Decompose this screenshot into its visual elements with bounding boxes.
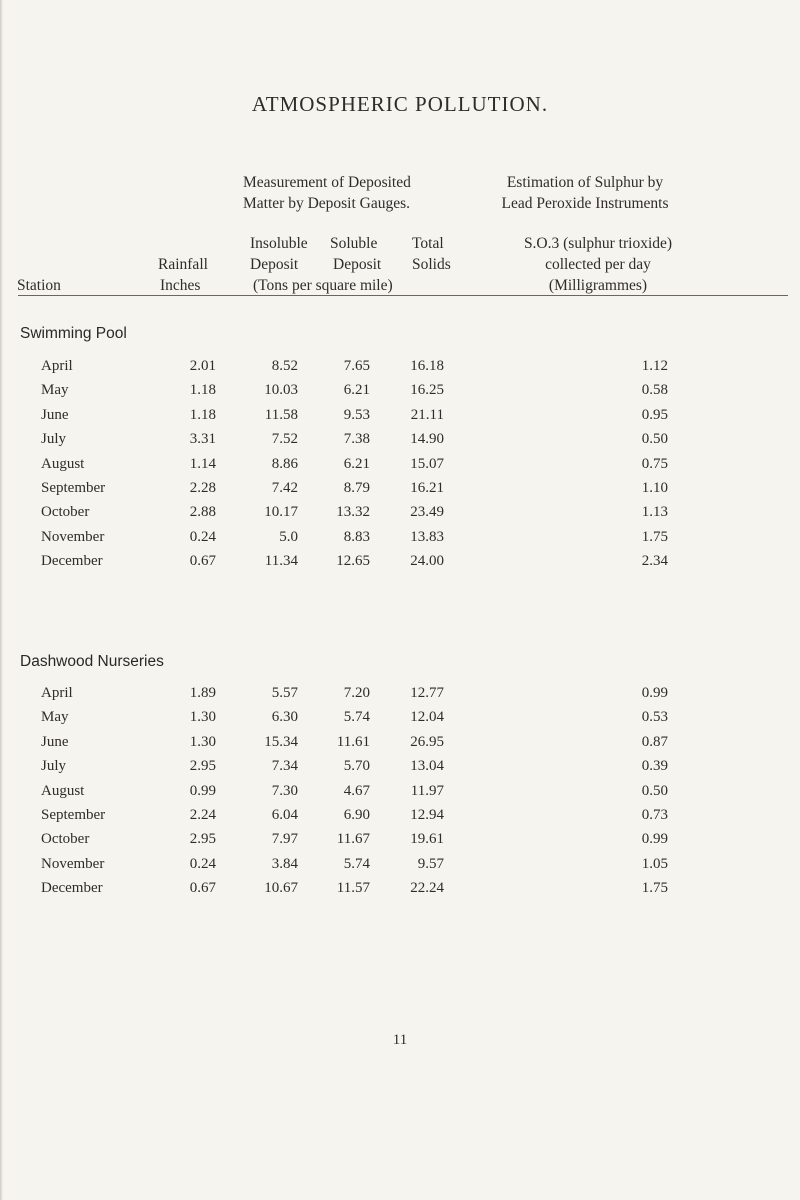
cell-so3: 0.99 — [641, 685, 668, 701]
cell-so3: 1.10 — [641, 480, 668, 496]
cell-rainfall: 1.89 — [189, 685, 216, 701]
insoluble-header-line2: Deposit — [250, 256, 299, 273]
total-header-line1: Total — [412, 235, 444, 252]
cell-rainfall: 0.24 — [189, 855, 216, 872]
cell-rainfall: 0.67 — [189, 553, 216, 570]
deposit-group-header-line1: Measurement of Deposited — [243, 174, 411, 191]
table-row — [0, 358, 800, 384]
table-row — [0, 734, 800, 760]
cell-total: 26.95 — [410, 733, 444, 750]
cell-month: August — [41, 455, 85, 472]
cell-rainfall: 2.88 — [189, 504, 216, 521]
table-row — [0, 783, 800, 809]
cell-so3: 2.34 — [641, 553, 668, 570]
soluble-header-line1: Soluble — [330, 235, 378, 252]
cell-rainfall: 1.18 — [189, 406, 216, 423]
cell-month: May — [41, 382, 69, 399]
table-row — [0, 831, 800, 857]
cell-soluble: 7.38 — [343, 431, 370, 448]
cell-insoluble: 6.30 — [271, 709, 298, 726]
cell-total: 16.18 — [410, 358, 444, 374]
cell-so3: 0.99 — [641, 831, 668, 848]
deposit-group-header-line2: Matter by Deposit Gauges. — [243, 195, 411, 212]
cell-total: 11.97 — [410, 782, 444, 799]
insoluble-header-line1: Insoluble — [250, 235, 308, 252]
cell-insoluble: 11.34 — [264, 553, 298, 570]
cell-total: 16.25 — [410, 382, 444, 399]
cell-so3: 1.12 — [641, 358, 668, 374]
header-rule — [18, 295, 788, 296]
cell-so3: 1.05 — [641, 855, 668, 872]
cell-total: 14.90 — [410, 431, 444, 448]
cell-soluble: 5.70 — [343, 758, 370, 775]
cell-so3: 0.58 — [641, 382, 668, 399]
cell-month: September — [41, 480, 106, 496]
cell-rainfall: 3.31 — [189, 431, 216, 448]
cell-month: November — [41, 855, 105, 872]
cell-total: 24.00 — [410, 553, 444, 570]
cell-month: April — [41, 358, 73, 374]
cell-so3: 0.75 — [641, 455, 668, 472]
cell-insoluble: 7.42 — [271, 480, 298, 496]
cell-rainfall: 2.28 — [189, 480, 216, 496]
cell-insoluble: 7.30 — [271, 782, 298, 799]
page-edge-shadow — [0, 0, 3, 1200]
so3-header-line2: collected per day — [545, 256, 651, 273]
total-header-line2: Solids — [412, 256, 451, 273]
section-title-swimming-pool: Swimming Pool — [20, 325, 127, 342]
table-row — [0, 431, 800, 457]
cell-insoluble: 8.86 — [271, 455, 298, 472]
cell-insoluble: 5.0 — [279, 528, 298, 545]
tons-unit-header: (Tons per square mile) — [253, 277, 393, 294]
cell-insoluble: 10.03 — [264, 382, 298, 399]
table-row — [0, 880, 800, 906]
cell-so3: 0.53 — [641, 709, 668, 726]
cell-soluble: 11.61 — [336, 733, 370, 750]
station-header: Station — [17, 277, 61, 294]
cell-soluble: 4.67 — [343, 782, 370, 799]
section-title-dashwood-nurseries: Dashwood Nurseries — [20, 653, 164, 670]
cell-so3: 0.50 — [641, 431, 668, 448]
cell-soluble: 12.65 — [336, 553, 370, 570]
cell-total: 22.24 — [410, 880, 444, 897]
table-row — [0, 856, 800, 882]
cell-insoluble: 10.17 — [264, 504, 298, 521]
cell-so3: 1.75 — [641, 880, 668, 897]
cell-soluble: 11.67 — [336, 831, 370, 848]
cell-month: October — [41, 504, 90, 521]
cell-total: 23.49 — [410, 504, 444, 521]
cell-rainfall: 2.95 — [189, 831, 216, 848]
table-row — [0, 529, 800, 555]
cell-month: June — [41, 406, 69, 423]
cell-month: December — [41, 880, 103, 897]
cell-month: May — [41, 709, 69, 726]
cell-so3: 0.50 — [641, 782, 668, 799]
cell-so3: 0.87 — [641, 733, 668, 750]
cell-total: 13.83 — [410, 528, 444, 545]
page-number: 11 — [392, 1032, 408, 1048]
cell-soluble: 6.21 — [343, 455, 370, 472]
cell-soluble: 5.74 — [343, 855, 370, 872]
cell-month: June — [41, 733, 69, 750]
table-row — [0, 456, 800, 482]
rainfall-header-line1: Rainfall — [158, 256, 208, 273]
cell-insoluble: 10.67 — [264, 880, 298, 897]
cell-month: August — [41, 782, 85, 799]
cell-rainfall: 0.99 — [189, 782, 216, 799]
cell-insoluble: 7.97 — [271, 831, 298, 848]
cell-insoluble: 6.04 — [271, 807, 298, 823]
soluble-header-line2: Deposit — [333, 256, 382, 273]
cell-rainfall: 1.18 — [189, 382, 216, 399]
table-row — [0, 504, 800, 530]
cell-month: October — [41, 831, 90, 848]
cell-total: 12.77 — [410, 685, 444, 701]
so3-header-line1: S.O.3 (sulphur trioxide) — [523, 235, 673, 252]
cell-month: April — [41, 685, 73, 701]
cell-total: 15.07 — [410, 455, 444, 472]
table-row — [0, 553, 800, 579]
table-row — [0, 407, 800, 433]
cell-total: 12.94 — [410, 807, 444, 823]
cell-so3: 0.95 — [641, 406, 668, 423]
cell-so3: 0.39 — [641, 758, 668, 775]
cell-total: 12.04 — [410, 709, 444, 726]
cell-rainfall: 2.01 — [189, 358, 216, 374]
cell-rainfall: 2.24 — [189, 807, 216, 823]
cell-total: 21.11 — [410, 406, 444, 423]
cell-month: December — [41, 553, 103, 570]
cell-rainfall: 1.30 — [189, 733, 216, 750]
cell-soluble: 6.90 — [343, 807, 370, 823]
cell-month: July — [41, 758, 67, 775]
cell-so3: 1.13 — [641, 504, 668, 521]
cell-insoluble: 11.58 — [264, 406, 298, 423]
cell-soluble: 8.83 — [343, 528, 370, 545]
cell-rainfall: 0.67 — [189, 880, 216, 897]
cell-total: 9.57 — [417, 855, 444, 872]
cell-rainfall: 1.14 — [189, 455, 216, 472]
table-row — [0, 480, 800, 506]
cell-so3: 0.73 — [641, 807, 668, 823]
cell-rainfall: 1.30 — [189, 709, 216, 726]
cell-soluble: 9.53 — [343, 406, 370, 423]
cell-rainfall: 2.95 — [189, 758, 216, 775]
cell-insoluble: 8.52 — [271, 358, 298, 374]
sulphur-group-header-line1: Estimation of Sulphur by — [506, 174, 664, 191]
cell-soluble: 13.32 — [336, 504, 370, 521]
cell-so3: 1.75 — [641, 528, 668, 545]
table-row — [0, 382, 800, 408]
cell-insoluble: 15.34 — [264, 733, 298, 750]
cell-insoluble: 5.57 — [271, 685, 298, 701]
rainfall-header-line2: Inches — [160, 277, 201, 294]
page-title: ATMOSPHERIC POLLUTION. — [251, 92, 549, 116]
cell-rainfall: 0.24 — [189, 528, 216, 545]
table-row — [0, 758, 800, 784]
sulphur-group-header-line2: Lead Peroxide Instruments — [501, 195, 669, 212]
cell-month: July — [41, 431, 67, 448]
cell-month: September — [41, 807, 106, 823]
cell-soluble: 5.74 — [343, 709, 370, 726]
cell-total: 13.04 — [410, 758, 444, 775]
table-row — [0, 709, 800, 735]
cell-total: 16.21 — [410, 480, 444, 496]
so3-header-line3: (Milligrammes) — [548, 277, 648, 294]
table-row — [0, 807, 800, 833]
table-row — [0, 685, 800, 711]
cell-insoluble: 3.84 — [271, 855, 298, 872]
cell-insoluble: 7.52 — [271, 431, 298, 448]
cell-insoluble: 7.34 — [271, 758, 298, 775]
cell-soluble: 7.65 — [343, 358, 370, 374]
cell-soluble: 8.79 — [343, 480, 370, 496]
cell-soluble: 6.21 — [343, 382, 370, 399]
cell-month: November — [41, 528, 105, 545]
cell-soluble: 11.57 — [336, 880, 370, 897]
cell-soluble: 7.20 — [343, 685, 370, 701]
cell-total: 19.61 — [410, 831, 444, 848]
